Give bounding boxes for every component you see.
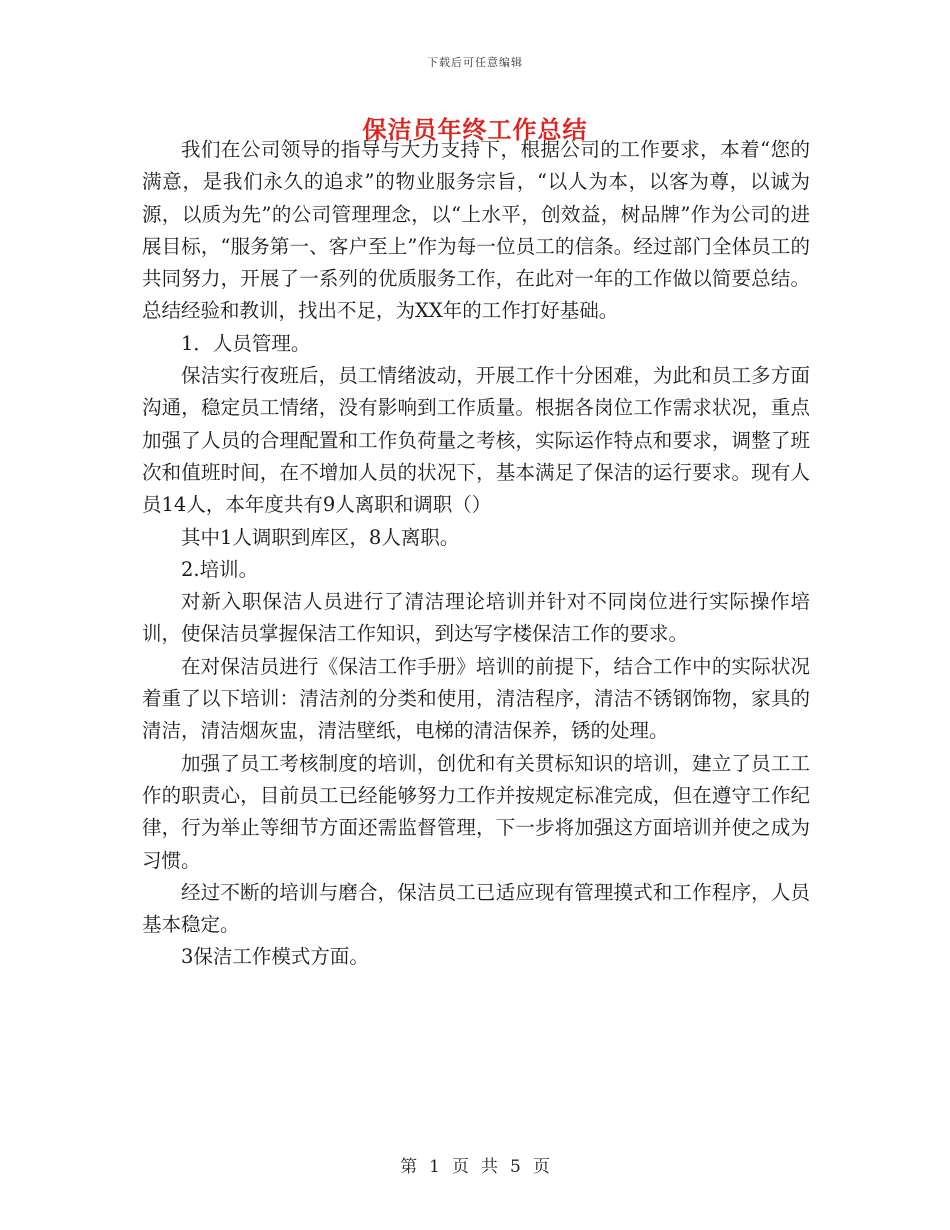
document-title: 保洁员年终工作总结: [362, 115, 588, 144]
paragraph-training-manual: 在对保洁员进行《保洁工作手册》培训的前提下，结合工作中的实际状况着重了以下培训：清洁剂的分类和使用，清洁程序，清洁不锈钢饰物，家具的清洁，清洁烟灰盅，清洁壁纸，电梯的清洁保养，锈的处理。: [142, 654, 810, 743]
heading-training: 2.培训。: [181, 557, 259, 581]
document-body: [142, 134, 810, 974]
footer-total-pages: 5: [510, 1157, 521, 1177]
footer-current-page: 1: [429, 1157, 440, 1177]
footer-label-total: 共: [481, 1157, 498, 1177]
heading-staff-management: 1．人员管理。: [181, 331, 311, 355]
footer-label-page: 第: [400, 1157, 418, 1177]
paragraph-staff-transfer: 其中1人调职到库区，8人离职。: [181, 525, 460, 549]
heading-work-mode: 3保洁工作模式方面。: [181, 945, 369, 969]
page-header: 下载后可任意编辑: [427, 56, 523, 69]
footer-label-unit2: 页: [532, 1157, 550, 1177]
paragraph-training-new-staff: 对新入职保洁人员进行了清洁理论培训并针对不同岗位进行实际操作培训，使保洁员掌握保洁工作知识，到达写字楼保洁工作的要求。: [142, 590, 810, 646]
footer-label-unit: 页: [452, 1157, 469, 1177]
paragraph-staff-management: 保洁实行夜班后，员工情绪波动，开展工作十分困难，为此和员工多方面沟通，稳定员工情绪，没有影响到工作质量。根据各岗位工作需求状况，重点加强了人员的合理配置和工作负荷量之考核，实际运作特点和要求，调整了班次和值班时间，在不增加人员的状况下，基本满足了保洁的运行要求。现有人员14人，本年度共有9人离职和调职（）: [142, 364, 810, 517]
page-footer: [0, 1152, 950, 1177]
paragraph-training-assessment: 加强了员工考核制度的培训，创优和有关贯标知识的培训，建立了员工工作的职责心，目前员工已经能够努力工作并按规定标准完成，但在遵守工作纪律，行为举止等细节方面还需监督管理，下一步将加强这方面培训并使之成为习惯。: [142, 751, 810, 872]
paragraph-training-result: 经过不断的培训与磨合，保洁员工已适应现有管理摸式和工作程序，人员基本稳定。: [142, 880, 810, 937]
paragraph-intro: 我们在公司领导的指导与大力支持下，根据公司的工作要求，本着“您的满意，是我们永久的追求”的物业服务宗旨，“以人为本，以客为尊，以诚为源，以质为先”的公司管理理念，以“上水平，创效益，树品牌”作为公司的进展目标，“服务第一、客户至上”作为每一位员工的信条。经过部门全体员工的共同努力，开展了一系列的优质服务工作，在此对一年的工作做以简要总结。总结经验和教训，找出不足，为XX年的工作打好基础。: [142, 138, 810, 323]
